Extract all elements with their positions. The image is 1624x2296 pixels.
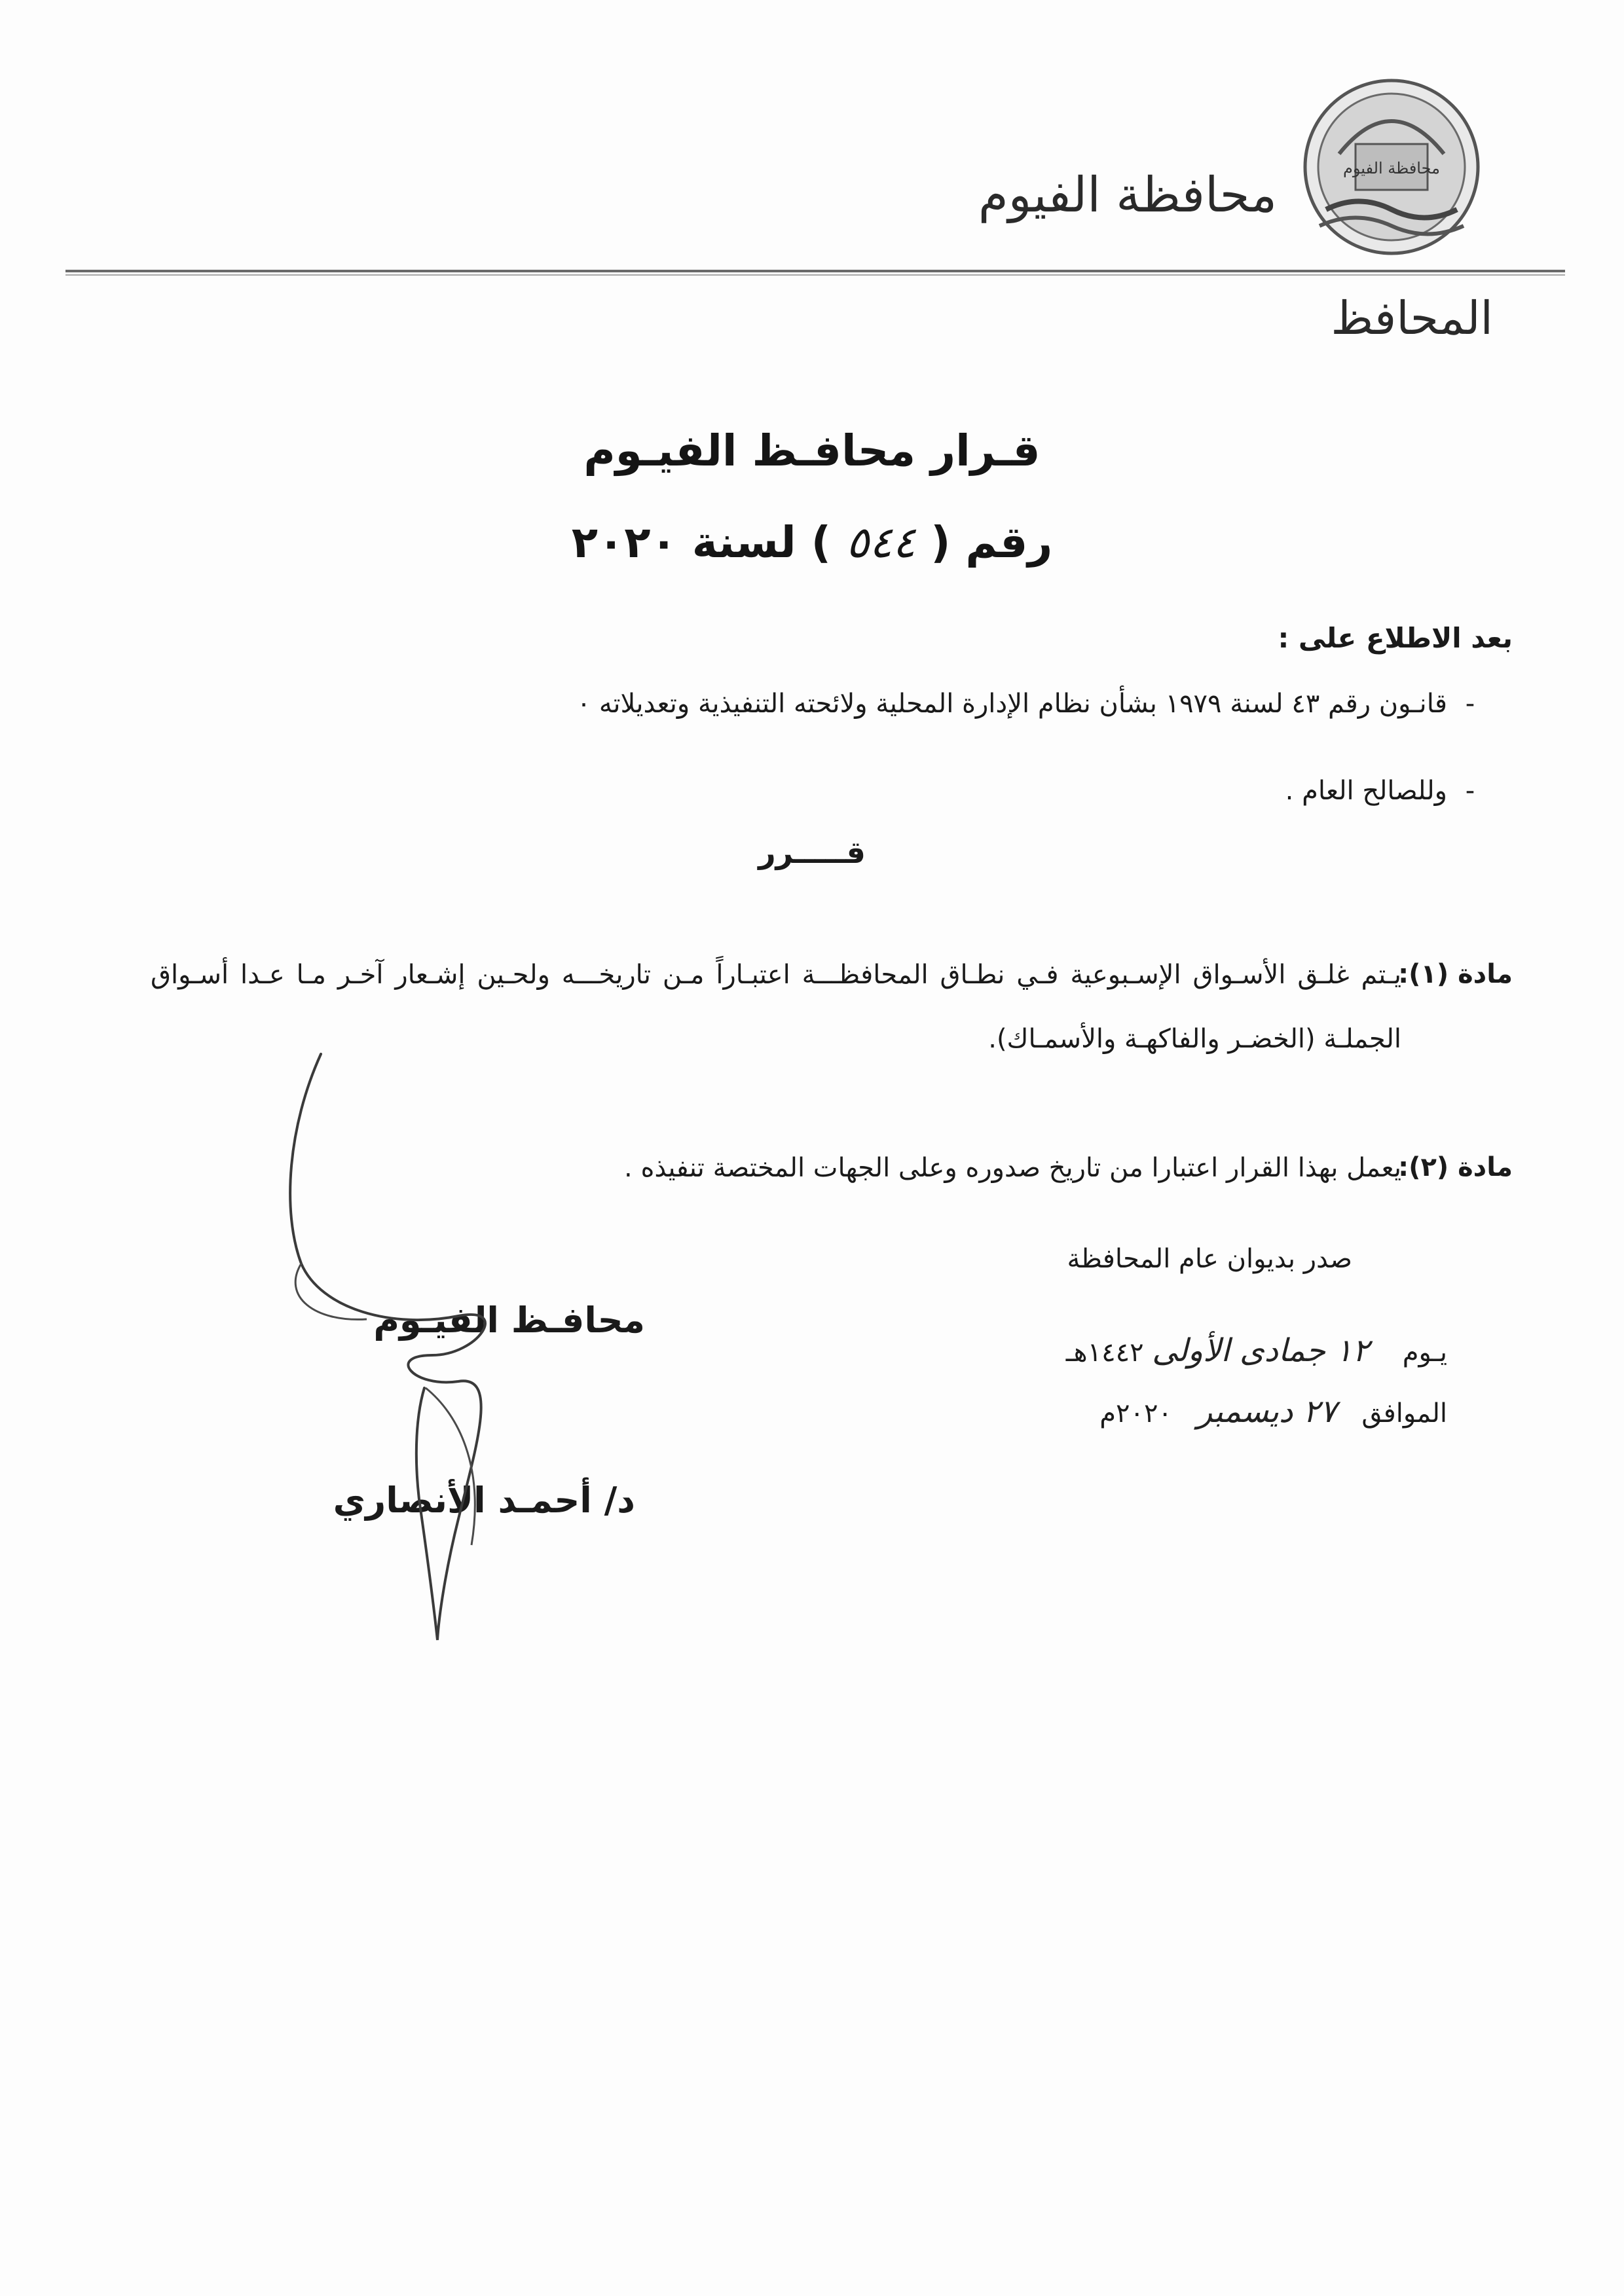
gregorian-handwritten: ٢٧ ديسمبر bbox=[1197, 1393, 1337, 1430]
preamble-item: -قانـون رقم ٤٣ لسنة ١٩٧٩ بشأن نظام الإدارة المحلية ولائحته التنفيذية وتعديلاته ٠ bbox=[576, 689, 1475, 719]
article-text: يعمل بهذا القرار اعتبارا من تاريخ صدوره وعلى الجهات المختصة تنفيذه . bbox=[624, 1153, 1401, 1183]
office-label: المحافظ bbox=[1331, 291, 1493, 345]
header-divider bbox=[65, 270, 1565, 276]
issued-at: صدر بديوان عام المحافظة bbox=[1067, 1244, 1352, 1274]
signatory-title: محافـظ الفيـوم bbox=[373, 1300, 645, 1341]
decree-number: ٥٤٤ bbox=[845, 517, 916, 568]
seal-text: محافظة الفيوم bbox=[1343, 159, 1440, 177]
article-label: مادة (٢): bbox=[1398, 1152, 1513, 1182]
decree-number-line bbox=[0, 517, 1624, 568]
governorate-name: محافظة الفيوم bbox=[978, 167, 1277, 223]
signatory-name: د/ أحمـد الأنصاري bbox=[333, 1480, 635, 1521]
article-text: يـتم غلـق الأسـواق الإسـبوعية فـي نطـاق المحافظـــة اعتبـاراً مـن تاريخـــه ولحـين إشـعار آخـر مـا عـدا أسـواق الجملـة (الخضـر والفاكهـة والأسمـاك). bbox=[151, 960, 1401, 1054]
decree-number-suffix: ) لسنة ٢٠٢٠ bbox=[571, 517, 831, 568]
preamble-heading: بعد الاطلاع على : bbox=[1278, 622, 1513, 654]
decree-title: قـرار محافـظ الفيـوم bbox=[583, 426, 1041, 476]
preamble-item: -وللصالح العام . bbox=[1285, 776, 1475, 806]
article-label: مادة (١): bbox=[1398, 959, 1513, 989]
svg-text:محافظة الفيوم bbox=[1343, 159, 1440, 177]
governorate-seal-icon bbox=[1300, 75, 1483, 259]
decided-heading: قـــــرر bbox=[758, 835, 866, 870]
hijri-date: يـوم ١٢ جمادى الأولى ١٤٤٢هـ bbox=[1065, 1332, 1447, 1369]
handwritten-signature bbox=[262, 1048, 589, 1650]
hijri-handwritten: ١٢ جمادى الأولى bbox=[1152, 1332, 1369, 1369]
gregorian-date: الموافق ٢٧ ديسمبر ٢٠٢٠م bbox=[1099, 1393, 1447, 1430]
decree-number-prefix: رقم ( bbox=[931, 517, 1053, 568]
